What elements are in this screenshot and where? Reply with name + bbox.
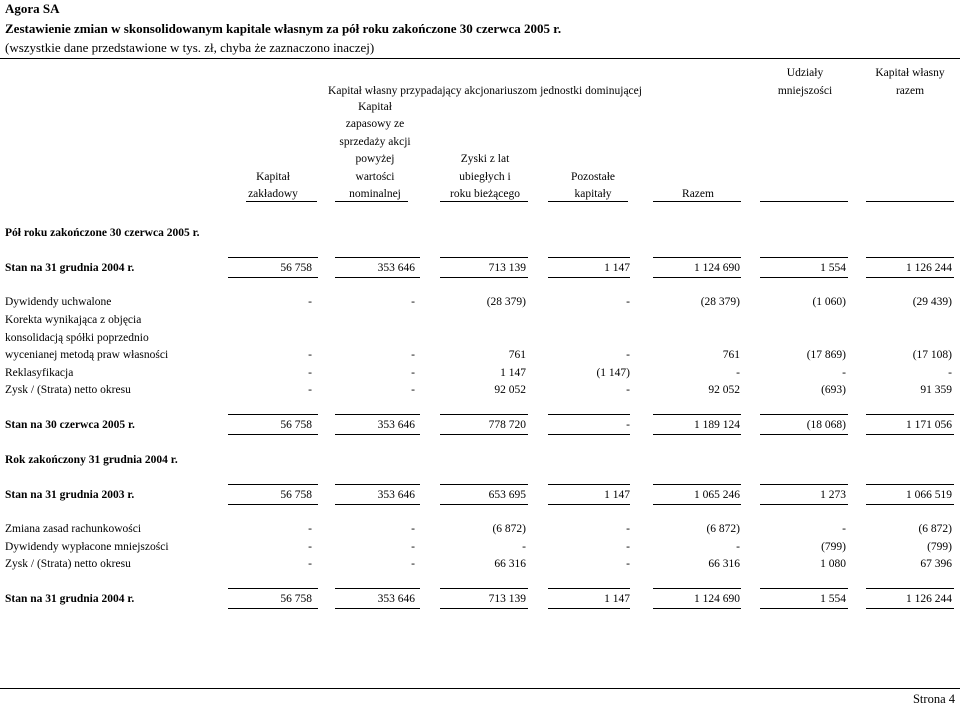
table-cell: - bbox=[626, 419, 630, 431]
table-cell: 1 147 bbox=[604, 489, 630, 501]
balance-rule bbox=[335, 257, 420, 258]
table-cell: 1 124 690 bbox=[694, 593, 740, 605]
section-heading: Pół roku zakończone 30 czerwca 2005 r. bbox=[5, 227, 200, 239]
table-cell: - bbox=[522, 541, 526, 553]
balance-rule bbox=[440, 504, 528, 505]
balance-rule bbox=[760, 588, 848, 589]
balance-rule bbox=[548, 504, 630, 505]
balance-rule bbox=[548, 434, 630, 435]
balance-rule bbox=[760, 434, 848, 435]
table-cell: 1 554 bbox=[820, 593, 846, 605]
reserve-header-line5: wartości bbox=[355, 171, 395, 183]
balance-rule bbox=[760, 414, 848, 415]
retained-header-line3: roku bieżącego bbox=[450, 188, 520, 200]
balance-rule bbox=[866, 608, 954, 609]
balance-rule bbox=[228, 434, 318, 435]
table-cell: - bbox=[736, 367, 740, 379]
row-label: Stan na 31 grudnia 2003 r. bbox=[5, 489, 135, 501]
balance-rule bbox=[440, 414, 528, 415]
balance-rule bbox=[335, 434, 420, 435]
report-title: Zestawienie zmian w skonsolidowanym kapitale własnym za pół roku zakończone 30 czerwca 2005 r. bbox=[5, 21, 562, 36]
table-cell: 1 189 124 bbox=[694, 419, 740, 431]
header-underline bbox=[246, 201, 317, 202]
balance-rule bbox=[548, 257, 630, 258]
balance-rule bbox=[548, 414, 630, 415]
balance-rule bbox=[760, 504, 848, 505]
balance-rule bbox=[228, 277, 318, 278]
balance-rule bbox=[548, 588, 630, 589]
table-cell: (799) bbox=[927, 541, 952, 553]
total-equity-header-line1: Kapitał własny bbox=[875, 67, 945, 79]
table-cell: - bbox=[308, 541, 312, 553]
table-cell: 1 171 056 bbox=[906, 419, 952, 431]
balance-rule bbox=[335, 277, 420, 278]
table-cell: - bbox=[308, 523, 312, 535]
table-cell: 91 359 bbox=[920, 384, 952, 396]
table-cell: 56 758 bbox=[280, 593, 312, 605]
total-equity-header-line2: razem bbox=[895, 85, 925, 97]
table-cell: 1 066 519 bbox=[906, 489, 952, 501]
table-cell: - bbox=[626, 296, 630, 308]
balance-rule bbox=[760, 257, 848, 258]
table-cell: - bbox=[308, 349, 312, 361]
table-cell: 713 139 bbox=[488, 262, 526, 274]
table-cell: 761 bbox=[508, 349, 526, 361]
balance-rule bbox=[548, 608, 630, 609]
table-cell: (6 872) bbox=[492, 523, 526, 535]
razem-header: Razem bbox=[682, 188, 714, 200]
share-capital-header-line1: Kapitał bbox=[256, 171, 290, 183]
table-cell: 1 126 244 bbox=[906, 593, 952, 605]
table-cell: 353 646 bbox=[377, 593, 415, 605]
table-cell: 1 126 244 bbox=[906, 262, 952, 274]
balance-rule bbox=[760, 484, 848, 485]
row-label: Zmiana zasad rachunkowości bbox=[5, 523, 142, 535]
table-cell: 713 139 bbox=[488, 593, 526, 605]
header-underline bbox=[548, 201, 628, 202]
table-cell: 778 720 bbox=[488, 419, 526, 431]
table-cell: - bbox=[626, 523, 630, 535]
table-cell: (17 869) bbox=[806, 349, 846, 361]
table-cell: - bbox=[411, 367, 415, 379]
table-cell: (29 439) bbox=[912, 296, 952, 308]
balance-rule bbox=[228, 588, 318, 589]
balance-rule bbox=[548, 277, 630, 278]
table-cell: 67 396 bbox=[920, 558, 952, 570]
row-label: Zysk / (Strata) netto okresu bbox=[5, 384, 131, 396]
reserve-header-line4: powyżej bbox=[355, 153, 395, 165]
header-underline bbox=[440, 201, 528, 202]
minority-header-line1: Udziały bbox=[786, 67, 824, 79]
table-cell: 1 080 bbox=[820, 558, 846, 570]
header-divider bbox=[0, 58, 960, 59]
table-cell: (693) bbox=[821, 384, 846, 396]
balance-rule bbox=[653, 608, 741, 609]
table-cell: (6 872) bbox=[706, 523, 740, 535]
table-cell: 66 316 bbox=[708, 558, 740, 570]
table-cell: - bbox=[626, 384, 630, 396]
table-cell: 56 758 bbox=[280, 419, 312, 431]
table-cell: 1 554 bbox=[820, 262, 846, 274]
table-cell: 353 646 bbox=[377, 262, 415, 274]
table-cell: 56 758 bbox=[280, 262, 312, 274]
balance-rule bbox=[440, 277, 528, 278]
table-cell: 56 758 bbox=[280, 489, 312, 501]
balance-rule bbox=[335, 484, 420, 485]
balance-rule bbox=[760, 608, 848, 609]
table-cell: 1 273 bbox=[820, 489, 846, 501]
header-underline bbox=[653, 201, 741, 202]
row-label: Stan na 30 czerwca 2005 r. bbox=[5, 419, 135, 431]
table-cell: - bbox=[308, 367, 312, 379]
header-underline bbox=[760, 201, 848, 202]
balance-rule bbox=[866, 414, 954, 415]
balance-rule bbox=[228, 608, 318, 609]
balance-rule bbox=[228, 484, 318, 485]
balance-rule bbox=[548, 484, 630, 485]
balance-rule bbox=[866, 277, 954, 278]
balance-rule bbox=[653, 484, 741, 485]
balance-rule bbox=[335, 588, 420, 589]
table-cell: - bbox=[842, 367, 846, 379]
table-cell: - bbox=[308, 384, 312, 396]
reserve-header-line1: Kapitał bbox=[358, 101, 392, 113]
reserve-header-line6: nominalnej bbox=[349, 188, 401, 200]
row-label: wycenianej metodą praw własności bbox=[5, 349, 169, 361]
balance-rule bbox=[653, 414, 741, 415]
header-underline bbox=[866, 201, 954, 202]
balance-rule bbox=[335, 504, 420, 505]
table-cell: (28 379) bbox=[486, 296, 526, 308]
table-cell: 1 065 246 bbox=[694, 489, 740, 501]
table-cell: - bbox=[626, 349, 630, 361]
table-cell: 1 124 690 bbox=[694, 262, 740, 274]
reserve-header-line3: sprzedaży akcji bbox=[339, 136, 411, 148]
balance-rule bbox=[228, 504, 318, 505]
balance-rule bbox=[228, 257, 318, 258]
share-capital-header-line2: zakładowy bbox=[248, 188, 298, 200]
table-cell: - bbox=[411, 349, 415, 361]
table-cell: 761 bbox=[722, 349, 740, 361]
balance-rule bbox=[440, 608, 528, 609]
balance-rule bbox=[866, 588, 954, 589]
table-cell: (1 147) bbox=[596, 367, 630, 379]
row-label: konsolidacją spółki poprzednio bbox=[5, 332, 149, 344]
table-cell: 653 695 bbox=[488, 489, 526, 501]
table-cell: - bbox=[308, 296, 312, 308]
section-heading: Rok zakończony 31 grudnia 2004 r. bbox=[5, 454, 178, 466]
header-underline bbox=[335, 201, 408, 202]
table-cell: (18 068) bbox=[806, 419, 846, 431]
balance-rule bbox=[866, 504, 954, 505]
table-cell: 92 052 bbox=[708, 384, 740, 396]
balance-rule bbox=[653, 257, 741, 258]
balance-rule bbox=[866, 257, 954, 258]
balance-rule bbox=[335, 608, 420, 609]
table-cell: 1 147 bbox=[500, 367, 526, 379]
minority-header-line2: mniejszości bbox=[777, 85, 833, 97]
table-cell: - bbox=[626, 558, 630, 570]
balance-rule bbox=[440, 484, 528, 485]
balance-rule bbox=[760, 277, 848, 278]
table-cell: - bbox=[411, 296, 415, 308]
table-cell: (17 108) bbox=[912, 349, 952, 361]
row-label: Zysk / (Strata) netto okresu bbox=[5, 558, 131, 570]
balance-rule bbox=[440, 588, 528, 589]
balance-rule bbox=[653, 588, 741, 589]
other-header-line1: Pozostałe bbox=[570, 171, 616, 183]
row-label: Korekta wynikająca z objęcia bbox=[5, 314, 142, 326]
table-cell: - bbox=[948, 367, 952, 379]
balance-rule bbox=[228, 414, 318, 415]
table-cell: - bbox=[411, 384, 415, 396]
footer-divider bbox=[0, 688, 960, 689]
reserve-header-line2: zapasowy ze bbox=[345, 118, 405, 130]
balance-rule bbox=[440, 434, 528, 435]
balance-rule bbox=[866, 484, 954, 485]
page-number: Strona 4 bbox=[912, 692, 955, 706]
table-cell: - bbox=[411, 523, 415, 535]
retained-header-line2: ubiegłych i bbox=[459, 171, 511, 183]
balance-rule bbox=[335, 414, 420, 415]
balance-rule bbox=[653, 434, 741, 435]
table-cell: - bbox=[411, 558, 415, 570]
table-cell: 353 646 bbox=[377, 489, 415, 501]
row-label: Stan na 31 grudnia 2004 r. bbox=[5, 593, 135, 605]
table-cell: 353 646 bbox=[377, 419, 415, 431]
table-cell: (6 872) bbox=[918, 523, 952, 535]
table-cell: (799) bbox=[821, 541, 846, 553]
balance-rule bbox=[653, 504, 741, 505]
table-cell: 66 316 bbox=[494, 558, 526, 570]
row-label: Stan na 31 grudnia 2004 r. bbox=[5, 262, 135, 274]
row-label: Reklasyfikacja bbox=[5, 367, 74, 379]
company-name: Agora SA bbox=[5, 1, 60, 16]
balance-rule bbox=[653, 277, 741, 278]
group-header: Kapitał własny przypadający akcjonariuszom jednostki dominującej bbox=[328, 85, 642, 97]
table-cell: - bbox=[308, 558, 312, 570]
table-cell: 1 147 bbox=[604, 262, 630, 274]
table-cell: - bbox=[842, 523, 846, 535]
table-cell: (28 379) bbox=[700, 296, 740, 308]
table-cell: 1 147 bbox=[604, 593, 630, 605]
row-label: Dywidendy wypłacone mniejszości bbox=[5, 541, 169, 553]
retained-header-line1: Zyski z lat bbox=[460, 153, 510, 165]
row-label: Dywidendy uchwalone bbox=[5, 296, 112, 308]
report-subtitle: (wszystkie dane przedstawione w tys. zł, chyba że zaznaczono inaczej) bbox=[5, 40, 375, 55]
table-cell: (1 060) bbox=[812, 296, 846, 308]
balance-rule bbox=[866, 434, 954, 435]
table-cell: - bbox=[411, 541, 415, 553]
table-cell: - bbox=[626, 541, 630, 553]
table-cell: - bbox=[736, 541, 740, 553]
balance-rule bbox=[440, 257, 528, 258]
other-header-line2: kapitały bbox=[574, 188, 612, 200]
table-cell: 92 052 bbox=[494, 384, 526, 396]
